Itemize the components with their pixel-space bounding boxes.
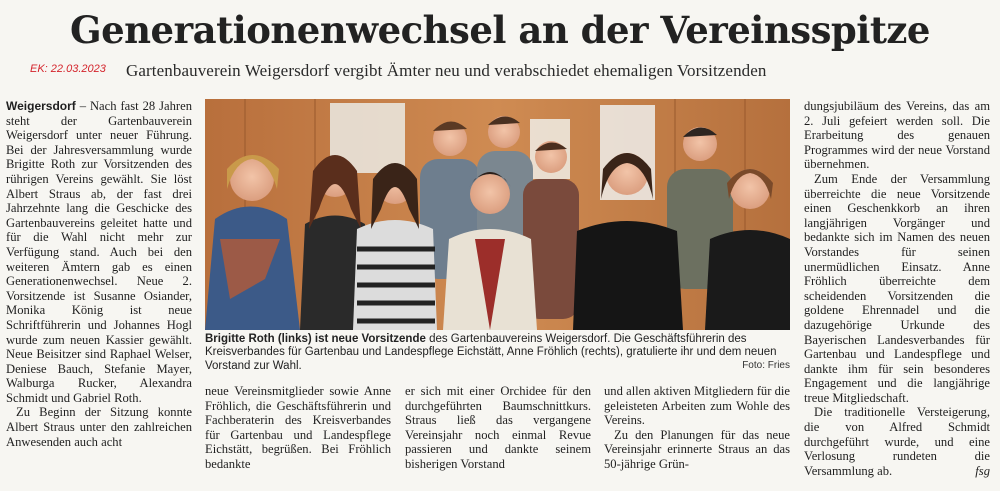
paragraph-text: – Nach fast 28 Jahren steht der Gartenbauverein Weigersdorf unter neuer Führung. Bei der Jahresversammlung wurde Brigitte Roth zur Vorsitzenden des rührigen Vereins gewählt. Sie löst Albert Straus ab, der fast drei Jahrzehnte lang die Geschicke des Gartenbauvereins geleitet hatte und für die Wahl nicht mehr zur Verfügung stand. Auch bei den weiteren Ämtern gab es einen Generationenwechsel. Neue 2. Vorsitzende ist Susanne Osiander, Monika König ist neue Schriftführerin und Johannes Hogl wurde zum neuen Kassier gewählt. Neue Beisitzer sind Raphael Welser, Deniese Bauch, Stefanie Mayer, Walburga Rucker, Alexandra Schmidt und Gabriel Roth. — [6, 99, 192, 405]
paragraph — [6, 99, 192, 405]
paragraph: Zu Beginn der Sitzung konnte Albert Straus unter den zahlreichen Anwesenden auch acht — [6, 405, 192, 449]
author-signature: fsg — [975, 463, 990, 478]
subtitle: Gartenbauverein Weigersdorf vergibt Ämter neu und verabschiedet ehemaligen Vorsitzenden — [126, 61, 767, 80]
article-column-5 — [804, 99, 990, 479]
caption-text: des Gartenbauvereins Weigersdorf. Die Geschäftsführerin des Kreisverbandes für Gartenbau und Landespflege Eichstätt, Anne Fröhlich (rechts), gratulierte ihr und dem neuen Vorstand zur Wahl. — [205, 333, 777, 372]
headline: Generationenwechsel an der Vereinsspitze — [70, 8, 930, 52]
photo-credit: Foto: Fries — [742, 360, 790, 371]
photo-caption — [205, 333, 790, 373]
paragraph: neue Vereinsmitglieder sowie Anne Fröhlich, die Geschäftsführerin und Fachberaterin des Kreisverbandes für Gartenbau und Landespflege Eichstätt, begrüßen. Bei Fröhlich bedankte — [205, 384, 391, 471]
paragraph: dungsjubiläum des Vereins, das am 2. Juli gefeiert werden soll. Die Erarbeitung des genauen Programmes wird der neue Vorstand übernehmen. — [804, 99, 990, 172]
paragraph: und allen aktiven Mitgliedern für die geleisteten Arbeiten zum Wohle des Vereins. — [604, 384, 790, 428]
article-column-2 — [205, 384, 391, 482]
article-column-4 — [604, 384, 790, 482]
paragraph: er sich mit einer Orchidee für den durchgeführten Baumschnittkurs. Straus ließ das vergangene Vereinsjahr noch einmal Revue passieren und dankte seinem bisherigen Vorstand — [405, 384, 591, 471]
group-photo — [205, 99, 790, 330]
paragraph-text: Die traditionelle Versteigerung, die von Alfred Schmidt durchgeführt wurde, und eine Verlosung rundeten die Versammlung ab. — [804, 405, 990, 478]
caption-lead: Brigitte Roth (links) ist neue Vorsitzende — [205, 333, 426, 345]
paragraph: Zu den Planungen für das neue Vereinsjahr erinnerte Straus an das 50-jährige Grün- — [604, 427, 790, 471]
date-stamp: EK: 22.03.2023 — [30, 63, 106, 75]
paragraph: Zum Ende der Versammlung überreichte die neue Vorsitzende einen Geschenkkorb an ihren langjährigen Vorgänger und bedankte sich im Namen des neuen Vorstandes für seinen unermüdlichen Einsatz. Anne Fröhlich überreichte dem scheidenden Vorsitzenden die goldene Ehrennadel und die dazugehörige Urkunde des Bayerischen Landesverbandes für Gartenbau und Landespflege und dankte ihm für sein besonderes Engagement und die langjährige treue Mitgliedschaft. — [804, 171, 990, 405]
article-column-3 — [405, 384, 591, 482]
paragraph — [804, 405, 990, 478]
dateline: Weigersdorf — [6, 99, 76, 113]
group-photo-illustration — [205, 99, 790, 330]
article-column-1 — [6, 99, 192, 479]
